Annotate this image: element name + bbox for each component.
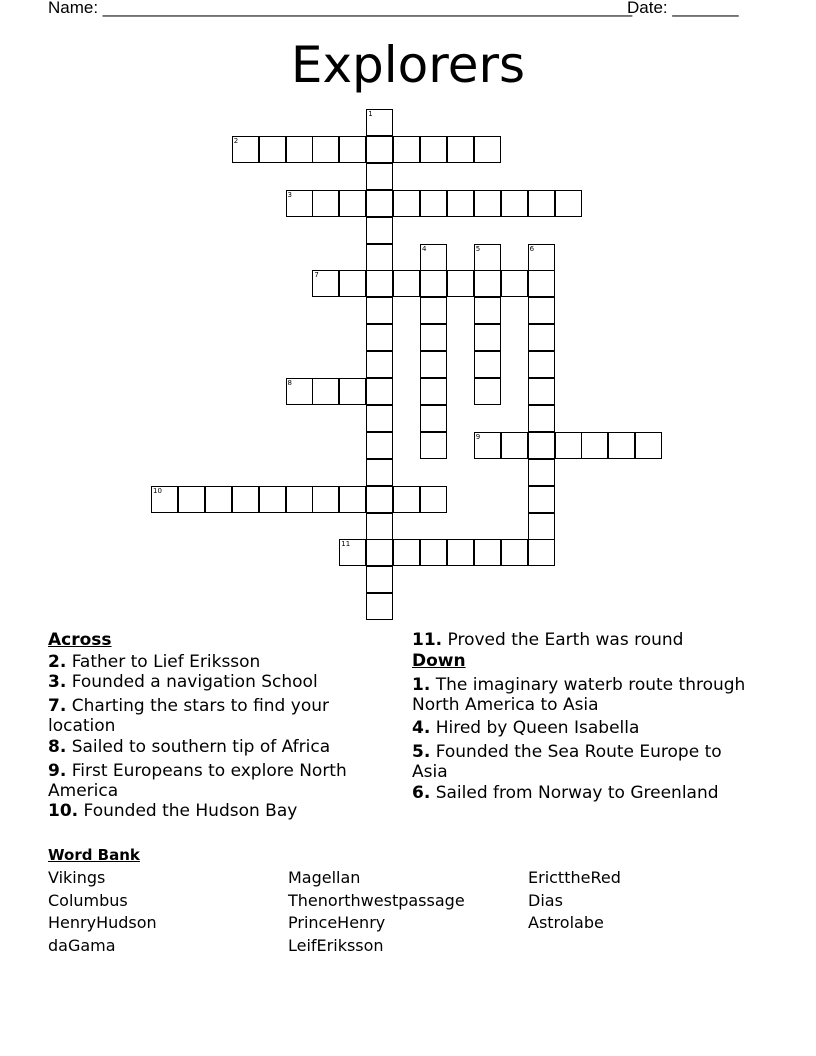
grid-cell[interactable] xyxy=(366,432,393,459)
word-bank-item: HenryHudson xyxy=(48,913,157,933)
grid-cell[interactable] xyxy=(339,486,366,513)
grid-cell[interactable] xyxy=(447,539,474,566)
word-bank-item: Dias xyxy=(528,890,563,910)
word-bank-item: EricttheRed xyxy=(528,868,621,887)
grid-cell[interactable] xyxy=(339,136,366,163)
grid-cell[interactable] xyxy=(259,136,286,163)
grid-cell-number: 4 xyxy=(422,244,427,253)
grid-cell[interactable] xyxy=(447,270,474,297)
across-heading: Across xyxy=(48,630,112,650)
grid-cell[interactable] xyxy=(420,351,447,378)
word-bank-heading: Word Bank xyxy=(48,846,140,864)
grid-cell[interactable] xyxy=(474,351,501,378)
word-bank-item: LeifEriksson xyxy=(288,935,384,955)
clue-across-2: 2. Father to Lief Eriksson xyxy=(48,652,261,672)
clue-across-11: 11. Proved the Earth was round xyxy=(412,630,684,650)
grid-cell[interactable] xyxy=(528,351,555,378)
grid-cell[interactable] xyxy=(339,378,366,405)
grid-cell[interactable] xyxy=(501,270,528,297)
grid-cell[interactable] xyxy=(420,297,447,324)
grid-cell[interactable] xyxy=(312,378,339,405)
clue-down-6: 6. Sailed from Norway to Greenland xyxy=(412,783,719,803)
grid-cell[interactable] xyxy=(366,244,393,271)
grid-cell-number: 7 xyxy=(314,271,319,280)
grid-cell[interactable] xyxy=(312,486,339,513)
clue-across-10: 10. Founded the Hudson Bay xyxy=(48,801,298,821)
clues-right-column xyxy=(412,630,757,803)
grid-cell[interactable] xyxy=(474,136,501,163)
grid-cell[interactable] xyxy=(420,378,447,405)
grid-cell-number: 8 xyxy=(287,379,292,387)
grid-cell-number: 5 xyxy=(475,244,481,253)
grid-cell-number: 1 xyxy=(368,110,373,118)
down-heading: Down xyxy=(412,651,466,671)
clue-across-7: 7. Charting the stars to find your location xyxy=(48,696,329,736)
grid-cell[interactable] xyxy=(366,486,393,513)
page-title: Explorers xyxy=(290,36,526,94)
grid-cell[interactable] xyxy=(420,539,447,566)
grid-cell[interactable] xyxy=(528,378,555,405)
grid-cell[interactable] xyxy=(528,486,555,513)
grid-cell[interactable] xyxy=(393,136,420,163)
grid-cell[interactable] xyxy=(420,270,447,297)
word-bank-item: PrinceHenry xyxy=(288,913,386,933)
grid-cell[interactable] xyxy=(528,432,555,459)
clue-across-3: 3. Founded a navigation School xyxy=(48,672,318,692)
grid-cell[interactable] xyxy=(366,593,393,620)
word-bank-item: Thenorthwestpassage xyxy=(288,890,465,910)
grid-cell[interactable] xyxy=(528,297,555,324)
grid-cell[interactable] xyxy=(447,190,474,217)
grid-cell[interactable] xyxy=(393,190,420,217)
grid-cell[interactable] xyxy=(474,378,501,405)
grid-cell[interactable] xyxy=(205,486,232,513)
grid-cell[interactable] xyxy=(339,270,366,297)
clue-across-8: 8. Sailed to southern tip of Africa xyxy=(48,737,331,757)
grid-cell[interactable] xyxy=(608,432,635,459)
grid-cell[interactable] xyxy=(393,270,420,297)
grid-cell[interactable] xyxy=(581,432,608,459)
grid-cell[interactable] xyxy=(259,486,286,513)
grid-cell-number: 11 xyxy=(341,540,351,549)
grid-cell[interactable] xyxy=(393,539,420,566)
grid-cell[interactable] xyxy=(366,136,393,163)
grid-cell[interactable] xyxy=(528,405,555,432)
grid-cell[interactable] xyxy=(366,324,393,351)
grid-cell[interactable] xyxy=(366,163,393,190)
grid-cell[interactable] xyxy=(420,486,447,513)
grid-cell[interactable] xyxy=(528,190,555,217)
grid-cell[interactable] xyxy=(232,486,259,513)
word-bank-item: Magellan xyxy=(288,868,361,887)
grid-cell[interactable] xyxy=(528,539,555,566)
grid-cell[interactable] xyxy=(366,351,393,378)
grid-cell[interactable] xyxy=(420,432,447,459)
grid-cell-number: 6 xyxy=(529,244,535,253)
grid-cell[interactable] xyxy=(286,486,313,513)
grid-cell-number: 10 xyxy=(153,486,162,495)
grid-cell[interactable] xyxy=(528,459,555,486)
clues-left-column xyxy=(48,630,378,821)
grid-cell[interactable] xyxy=(420,190,447,217)
clue-down-1: 1. The imaginary waterb route through North America to Asia xyxy=(412,675,746,715)
grid-cell[interactable] xyxy=(474,190,501,217)
grid-cell[interactable] xyxy=(528,513,555,540)
grid-cell[interactable] xyxy=(555,190,582,217)
grid-cell[interactable] xyxy=(366,539,393,566)
word-bank-item: Columbus xyxy=(48,890,128,910)
grid-cell[interactable] xyxy=(501,432,528,459)
grid-cell[interactable] xyxy=(286,136,313,163)
clue-across-9: 9. First Europeans to explore North America xyxy=(48,761,347,801)
grid-cell[interactable] xyxy=(528,270,555,297)
grid-cell[interactable] xyxy=(312,190,339,217)
grid-cell[interactable] xyxy=(366,405,393,432)
grid-cell[interactable] xyxy=(474,324,501,351)
grid-cell[interactable] xyxy=(366,190,393,217)
grid-cell[interactable] xyxy=(178,486,205,513)
word-bank-item: Vikings xyxy=(48,868,106,887)
grid-cell[interactable] xyxy=(635,432,662,459)
clue-down-5: 5. Founded the Sea Route Europe to Asia xyxy=(412,742,722,782)
clue-down-4: 4. Hired by Queen Isabella xyxy=(412,718,640,738)
date-line: Date: _______ xyxy=(627,0,739,17)
word-bank-item: daGama xyxy=(48,935,116,955)
grid-cell[interactable] xyxy=(366,513,393,540)
grid-cell[interactable] xyxy=(366,459,393,486)
grid-cell[interactable] xyxy=(366,378,393,405)
grid-cell[interactable] xyxy=(420,136,447,163)
grid-cell-number: 3 xyxy=(287,190,292,199)
grid-cell[interactable] xyxy=(366,566,393,593)
grid-cell[interactable] xyxy=(474,270,501,297)
grid-cell[interactable] xyxy=(366,270,393,297)
grid-cell[interactable] xyxy=(474,297,501,324)
grid-cell[interactable] xyxy=(420,405,447,432)
grid-cell[interactable] xyxy=(366,297,393,324)
grid-cell[interactable] xyxy=(528,324,555,351)
name-line: Name: ________________________________________________________ xyxy=(48,0,633,17)
grid-cell[interactable] xyxy=(555,432,582,459)
grid-cell[interactable] xyxy=(420,324,447,351)
grid-cell-number: 2 xyxy=(233,136,239,145)
grid-cell[interactable] xyxy=(393,486,420,513)
grid-cell[interactable] xyxy=(501,190,528,217)
grid-cell[interactable] xyxy=(447,136,474,163)
grid-cell[interactable] xyxy=(366,217,393,244)
grid-cell-number: 9 xyxy=(475,432,481,441)
grid-cell[interactable] xyxy=(312,136,339,163)
word-bank-item: Astrolabe xyxy=(528,913,604,933)
grid-cell[interactable] xyxy=(501,539,528,566)
grid-cell[interactable] xyxy=(339,190,366,217)
grid-cell[interactable] xyxy=(474,539,501,566)
